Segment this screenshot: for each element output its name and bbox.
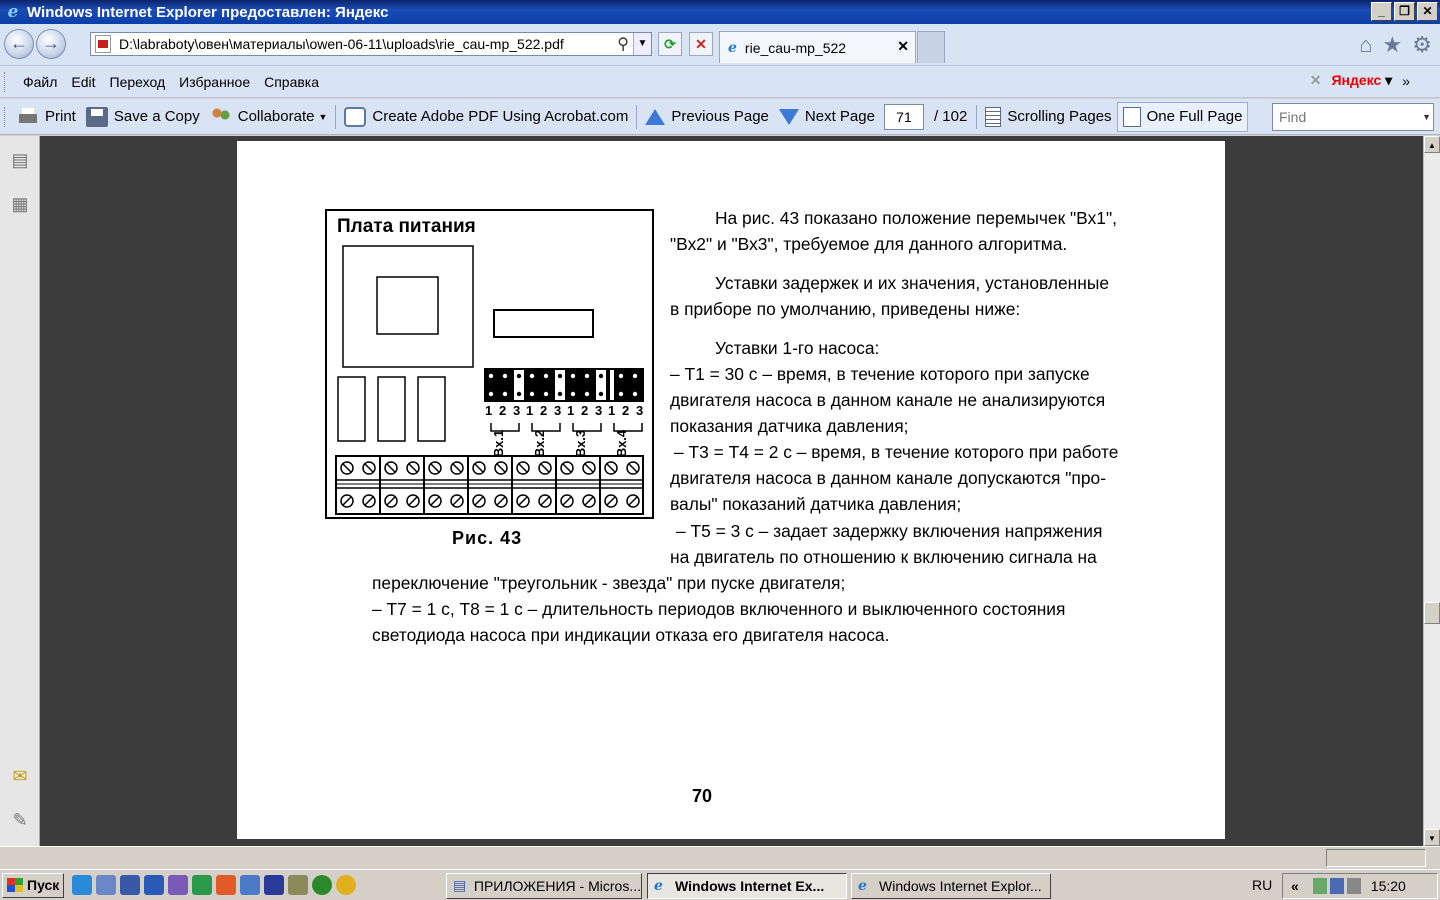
clock[interactable]: 15:20: [1370, 878, 1406, 894]
next-page-button[interactable]: [774, 102, 880, 132]
paragraph-line: – Т1 = 30 с – время, в течение которого при запуске: [670, 364, 1090, 384]
paragraph-line: двигателя насоса в данном канале не анализируются: [670, 390, 1106, 410]
toolbar-separator: [636, 105, 637, 129]
utorrent-quicklaunch-icon[interactable]: [312, 875, 332, 895]
start-label: Пуск: [27, 877, 60, 893]
visio-quicklaunch-icon[interactable]: [264, 875, 284, 895]
yandex-close-icon[interactable]: ✕: [1309, 72, 1322, 88]
vertical-scrollbar[interactable]: [1423, 136, 1440, 846]
jumper-number: 2: [499, 403, 507, 418]
search-icon[interactable]: ⚲: [617, 36, 629, 53]
arrow-down-icon: [779, 109, 799, 125]
paragraph-line: – Т3 = Т4 = 2 с – время, в течение которого при работе: [674, 442, 1119, 462]
menu-go[interactable]: Переход: [109, 73, 166, 90]
settings-heading: Уставки 1-го насоса:: [715, 338, 880, 358]
battery-icon[interactable]: [1313, 878, 1327, 894]
status-bar: [0, 846, 1440, 869]
ie-quicklaunch-icon[interactable]: [72, 875, 92, 895]
yandex-more-icon[interactable]: »: [1402, 72, 1410, 89]
tray-icons: [1313, 878, 1361, 894]
paragraph-line: – Т7 = 1 с, Т8 = 1 с – длительность периодов включенного и выключенного состояния: [372, 599, 1066, 619]
new-tab-button[interactable]: [917, 31, 945, 63]
menu-help[interactable]: Справка: [264, 73, 320, 90]
scroll-up-icon[interactable]: ▲: [1424, 136, 1440, 153]
pdf-viewer: [0, 136, 1440, 846]
toolbar-separator: [976, 105, 977, 129]
volume-icon[interactable]: [1347, 878, 1361, 894]
start-button[interactable]: [2, 873, 64, 898]
find-placeholder: Find: [1279, 109, 1307, 125]
paragraph-line: в приборе по умолчанию, приведены ниже:: [670, 299, 1021, 319]
paragraph-line: "Вх2" и "Вх3", требуемое для данного алгоритма.: [670, 234, 1068, 254]
collaborate-label: Collaborate: [237, 108, 315, 125]
find-dropdown-icon[interactable]: ▼: [1422, 112, 1431, 122]
task-label: Windows Internet Explor...: [879, 878, 1042, 894]
toolbar-separator: [335, 105, 336, 129]
jumper-number: 3: [636, 403, 644, 418]
printer-icon: [17, 107, 39, 127]
menu-file[interactable]: Файл: [23, 73, 58, 90]
back-button[interactable]: ←: [4, 29, 34, 59]
jumper-label-vx1: Вх.1: [491, 429, 507, 458]
desktop-quicklaunch-icon[interactable]: [120, 875, 140, 895]
jumper-number: 1: [526, 403, 534, 418]
task-button-ie[interactable]: [851, 873, 1051, 899]
paragraph-line: Уставки задержек и их значения, установленные: [715, 273, 1110, 293]
floppy-icon: [86, 107, 108, 127]
figure-title: Плата питания: [337, 216, 476, 237]
word-quicklaunch-icon[interactable]: [144, 875, 164, 895]
acrobat-icon: [344, 107, 366, 127]
menu-favorites[interactable]: Избранное: [179, 73, 251, 90]
jumper-label-vx4: Вх.4: [614, 429, 630, 458]
gear-icon[interactable]: ⚙: [1412, 32, 1432, 57]
chevron-down-icon: ▼: [318, 111, 328, 122]
jumper-number: 3: [595, 403, 603, 418]
refresh-button[interactable]: ⟳: [658, 32, 682, 56]
page-number: 70: [692, 786, 713, 806]
task-label: ПРИЛОЖЕНИЯ - Micros...: [473, 878, 641, 894]
arrow-up-icon: [645, 109, 665, 125]
yandex-bar: [1310, 72, 1410, 89]
paperclip-icon[interactable]: ✎: [12, 810, 28, 830]
jumper-number: 3: [554, 403, 562, 418]
window-controls: [1371, 2, 1438, 21]
tool-quicklaunch-icon[interactable]: [288, 875, 308, 895]
scrolling-pages-button[interactable]: [980, 102, 1116, 132]
jumper-number: 1: [485, 403, 493, 418]
language-indicator[interactable]: RU: [1252, 877, 1273, 893]
favorites-star-icon[interactable]: ★: [1382, 32, 1403, 57]
total-pages: / 102: [933, 108, 968, 125]
print-label: Print: [45, 108, 76, 125]
collaborate-button[interactable]: [205, 102, 333, 132]
windows-flag-icon: [7, 878, 23, 892]
tray-expand-icon[interactable]: «: [1291, 878, 1299, 894]
window-title: Windows Internet Explorer предоставлен: Яндекс: [27, 3, 389, 21]
onenote-quicklaunch-icon[interactable]: [168, 875, 188, 895]
forward-button[interactable]: →: [36, 29, 66, 59]
previous-page-button[interactable]: [640, 102, 774, 132]
menu-edit[interactable]: Edit: [71, 73, 96, 90]
paragraph-line: двигателя насоса в данном канале допускаются "про-: [670, 468, 1106, 488]
paragraph-line: переключение "треугольник - звезда" при пуске двигателя;: [372, 573, 846, 593]
jumper-number: 3: [513, 403, 521, 418]
status-cell: [1326, 849, 1426, 867]
jumper-number: 2: [540, 403, 548, 418]
toolbar-grip[interactable]: [4, 72, 8, 92]
paragraph-line: светодиода насоса при индикации отказа его двигателя насоса.: [372, 625, 890, 645]
title-bar: [0, 0, 1440, 24]
ie-tab-icon: e: [728, 39, 737, 56]
paragraph-line: На рис. 43 показано положение перемычек "Вх1",: [715, 208, 1117, 228]
pages-icon[interactable]: ▤: [11, 150, 29, 170]
quick-launch: [72, 875, 356, 895]
yandex-label: Яндекс: [1331, 72, 1382, 88]
maximize-button[interactable]: ❐: [1394, 2, 1415, 21]
browser-right-icons: [1359, 32, 1432, 58]
server-quicklaunch-icon[interactable]: [96, 875, 116, 895]
scrolling-pages-icon: [985, 107, 1001, 127]
tab-close-icon[interactable]: ✕: [897, 38, 909, 54]
figure-power-board: [325, 209, 654, 519]
power-board-diagram: [327, 211, 652, 517]
scrolling-pages-label: Scrolling Pages: [1007, 108, 1112, 125]
ie-logo-icon: e: [7, 2, 19, 22]
publisher-quicklaunch-icon[interactable]: [240, 875, 260, 895]
one-full-page-button[interactable]: [1117, 102, 1249, 132]
address-dropdown-icon[interactable]: ▼: [633, 33, 651, 55]
comment-icon[interactable]: ✉: [12, 766, 28, 786]
system-tray: [1282, 873, 1438, 899]
full-page-icon: [1123, 107, 1141, 127]
toolbar-grip[interactable]: [4, 107, 8, 127]
minimize-button[interactable]: _: [1371, 2, 1392, 21]
pdf-file-icon: [95, 35, 111, 53]
menu-bar: [0, 66, 1440, 98]
home-icon[interactable]: ⌂: [1359, 32, 1373, 57]
scroll-down-icon[interactable]: ▼: [1424, 829, 1440, 846]
create-pdf-button[interactable]: [339, 102, 633, 132]
chrome-quicklaunch-icon[interactable]: [336, 875, 356, 895]
page-number-input[interactable]: 71: [884, 104, 924, 130]
paragraph-line: валы" показаний датчика давления;: [670, 494, 962, 514]
paragraph-line: на двигатель по отношению к включению сигнала на: [670, 547, 1097, 567]
paragraph-line: показания датчика давления;: [670, 416, 909, 436]
excel-quicklaunch-icon[interactable]: [192, 875, 212, 895]
save-copy-label: Save a Copy: [113, 108, 200, 125]
pdf-page: [237, 141, 1225, 839]
jumper-number: 2: [622, 403, 630, 418]
task-button-ie-active[interactable]: [647, 873, 847, 899]
document-icon: ▤: [453, 878, 467, 894]
jumper-number: 2: [581, 403, 589, 418]
yandex-logo[interactable]: Яндекс ▾: [1331, 72, 1393, 88]
collaborate-icon: [210, 107, 232, 127]
taskbar: [0, 869, 1440, 900]
paragraph-line: – Т5 = 3 с – задает задержку включения напряжения: [676, 521, 1103, 541]
ie-icon: e: [858, 878, 867, 894]
jumper-label-vx2: Вх.2: [532, 429, 548, 458]
create-pdf-label: Create Adobe PDF Using Acrobat.com: [372, 108, 629, 125]
address-bar[interactable]: [90, 32, 652, 56]
tab-label: rie_cau-mp_522: [744, 39, 847, 56]
address-url: D:\labraboty\овен\материалы\owen-06-11\uploads\rie_cau-mp_522.pdf: [119, 36, 564, 52]
figure-caption: Рис. 43: [452, 528, 523, 548]
ie-icon: e: [654, 878, 663, 894]
jumper-label-vx3: Вх.3: [573, 429, 589, 458]
next-page-label: Next Page: [804, 108, 875, 125]
print-button[interactable]: [12, 102, 81, 132]
jumper-number: 1: [567, 403, 575, 418]
close-button[interactable]: ✕: [1417, 2, 1438, 21]
navigation-panel: [0, 136, 40, 846]
save-copy-button[interactable]: [81, 102, 205, 132]
previous-page-label: Previous Page: [671, 108, 769, 125]
task-label: Windows Internet Ex...: [675, 878, 825, 894]
address-row: [0, 24, 1440, 66]
jumper-number: 1: [608, 403, 616, 418]
one-full-page-label: One Full Page: [1146, 108, 1243, 125]
stop-button[interactable]: ✕: [689, 32, 713, 56]
scroll-thumb[interactable]: [1424, 602, 1440, 624]
network-icon[interactable]: [1330, 878, 1344, 894]
find-input[interactable]: [1272, 103, 1434, 131]
attachments-panel-icon[interactable]: ▦: [11, 194, 29, 214]
pdf-toolbar: [0, 99, 1440, 135]
powerpoint-quicklaunch-icon[interactable]: [216, 875, 236, 895]
task-button-word[interactable]: [446, 873, 642, 899]
tab-rie-cau[interactable]: [719, 31, 916, 63]
